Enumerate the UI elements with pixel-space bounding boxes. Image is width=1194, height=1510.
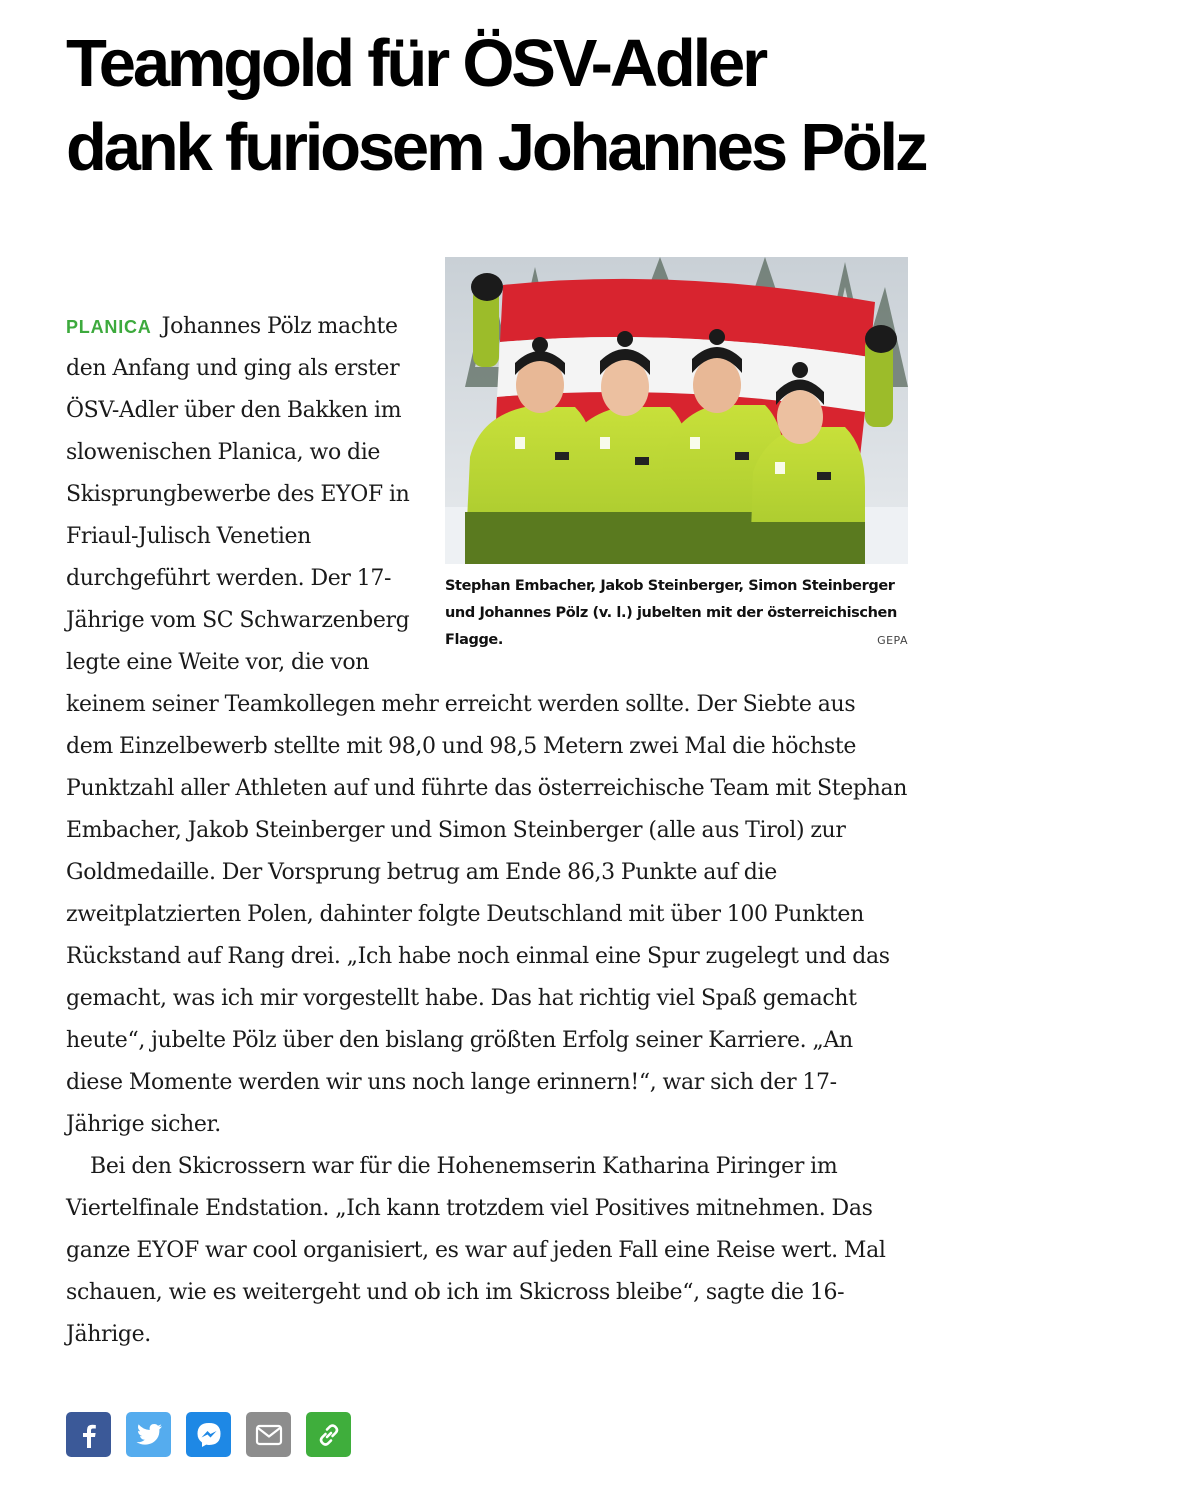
article-body <box>66 257 908 1356</box>
photo-caption: Stephan Embacher, Jakob Steinberger, Simon Steinberger und Johannes Pölz (v. l.) jubelten mit der österreichischen Flagge. <box>445 578 897 648</box>
share-bar <box>66 1412 351 1457</box>
share-twitter-button[interactable] <box>126 1412 171 1457</box>
mail-icon <box>255 1424 283 1446</box>
share-mail-button[interactable] <box>246 1412 291 1457</box>
twitter-icon <box>135 1423 163 1447</box>
headline <box>66 22 926 190</box>
dateline: PLANICA <box>66 317 152 337</box>
paragraph-1-text: Johannes Pölz machte den Anfang und ging als erster ÖSV-Adler über den Bakken im slowenischen Planica, wo die Skisprungbewerbe des EYOF in Friaul-Julisch Venetien durchgeführt werden. Der 17-Jährige vom SC Schwarzenberg legte eine Weite vor, die von keinem seiner Teamkollegen mehr erreicht werden sollte. Der Siebte aus dem Einzelbewerb stellte mit 98,0 und 98,5 Metern zwei Mal die höchste Punktzahl aller Athleten auf und führte das österreichische Team mit Stephan Embacher, Jakob Steinberger und Simon Steinberger (alle aus Tirol) zur Goldmedaille. Der Vorsprung betrug am Ende 86,3 Punkte auf die zweitplatzierten Polen, dahinter folgte Deutschland mit über 100 Punkten Rückstand auf Rang drei. „Ich habe noch einmal eine Spur zugelegt und das gemacht, was ich mir vorgestellt habe. Das hat richtig viel Spaß gemacht heute“, jubelte Pölz über den bislang größten Erfolg seiner Karriere. „An diese Momente werden wir uns noch lange erinnern!“, war sich der 17-Jährige sicher. <box>66 314 908 1137</box>
article <box>66 22 926 1347</box>
paragraph-2: Bei den Skicrossern war für die Hohenemserin Katharina Piringer im Viertelfinale Endstation. „Ich kann trotzdem viel Positives mitnehmen. Das ganze EYOF war cool organisiert, es war auf jeden Fall eine Reise wert. Mal schauen, wie es weitergeht und ob ich im Skicross bleibe“, sagte die 16-Jährige. <box>66 1154 886 1347</box>
share-facebook-button[interactable] <box>66 1412 111 1457</box>
share-link-button[interactable] <box>306 1412 351 1457</box>
link-icon <box>316 1422 342 1448</box>
team-photo <box>445 257 908 564</box>
messenger-icon <box>195 1421 223 1449</box>
facebook-icon <box>78 1422 100 1448</box>
article-figure <box>445 257 908 647</box>
headline-line-1: Teamgold für ÖSV-Adler <box>66 26 765 101</box>
photo-credit: GEPA <box>877 634 908 647</box>
share-messenger-button[interactable] <box>186 1412 231 1457</box>
headline-line-2: dank furiosem Johannes Pölz <box>66 110 926 185</box>
